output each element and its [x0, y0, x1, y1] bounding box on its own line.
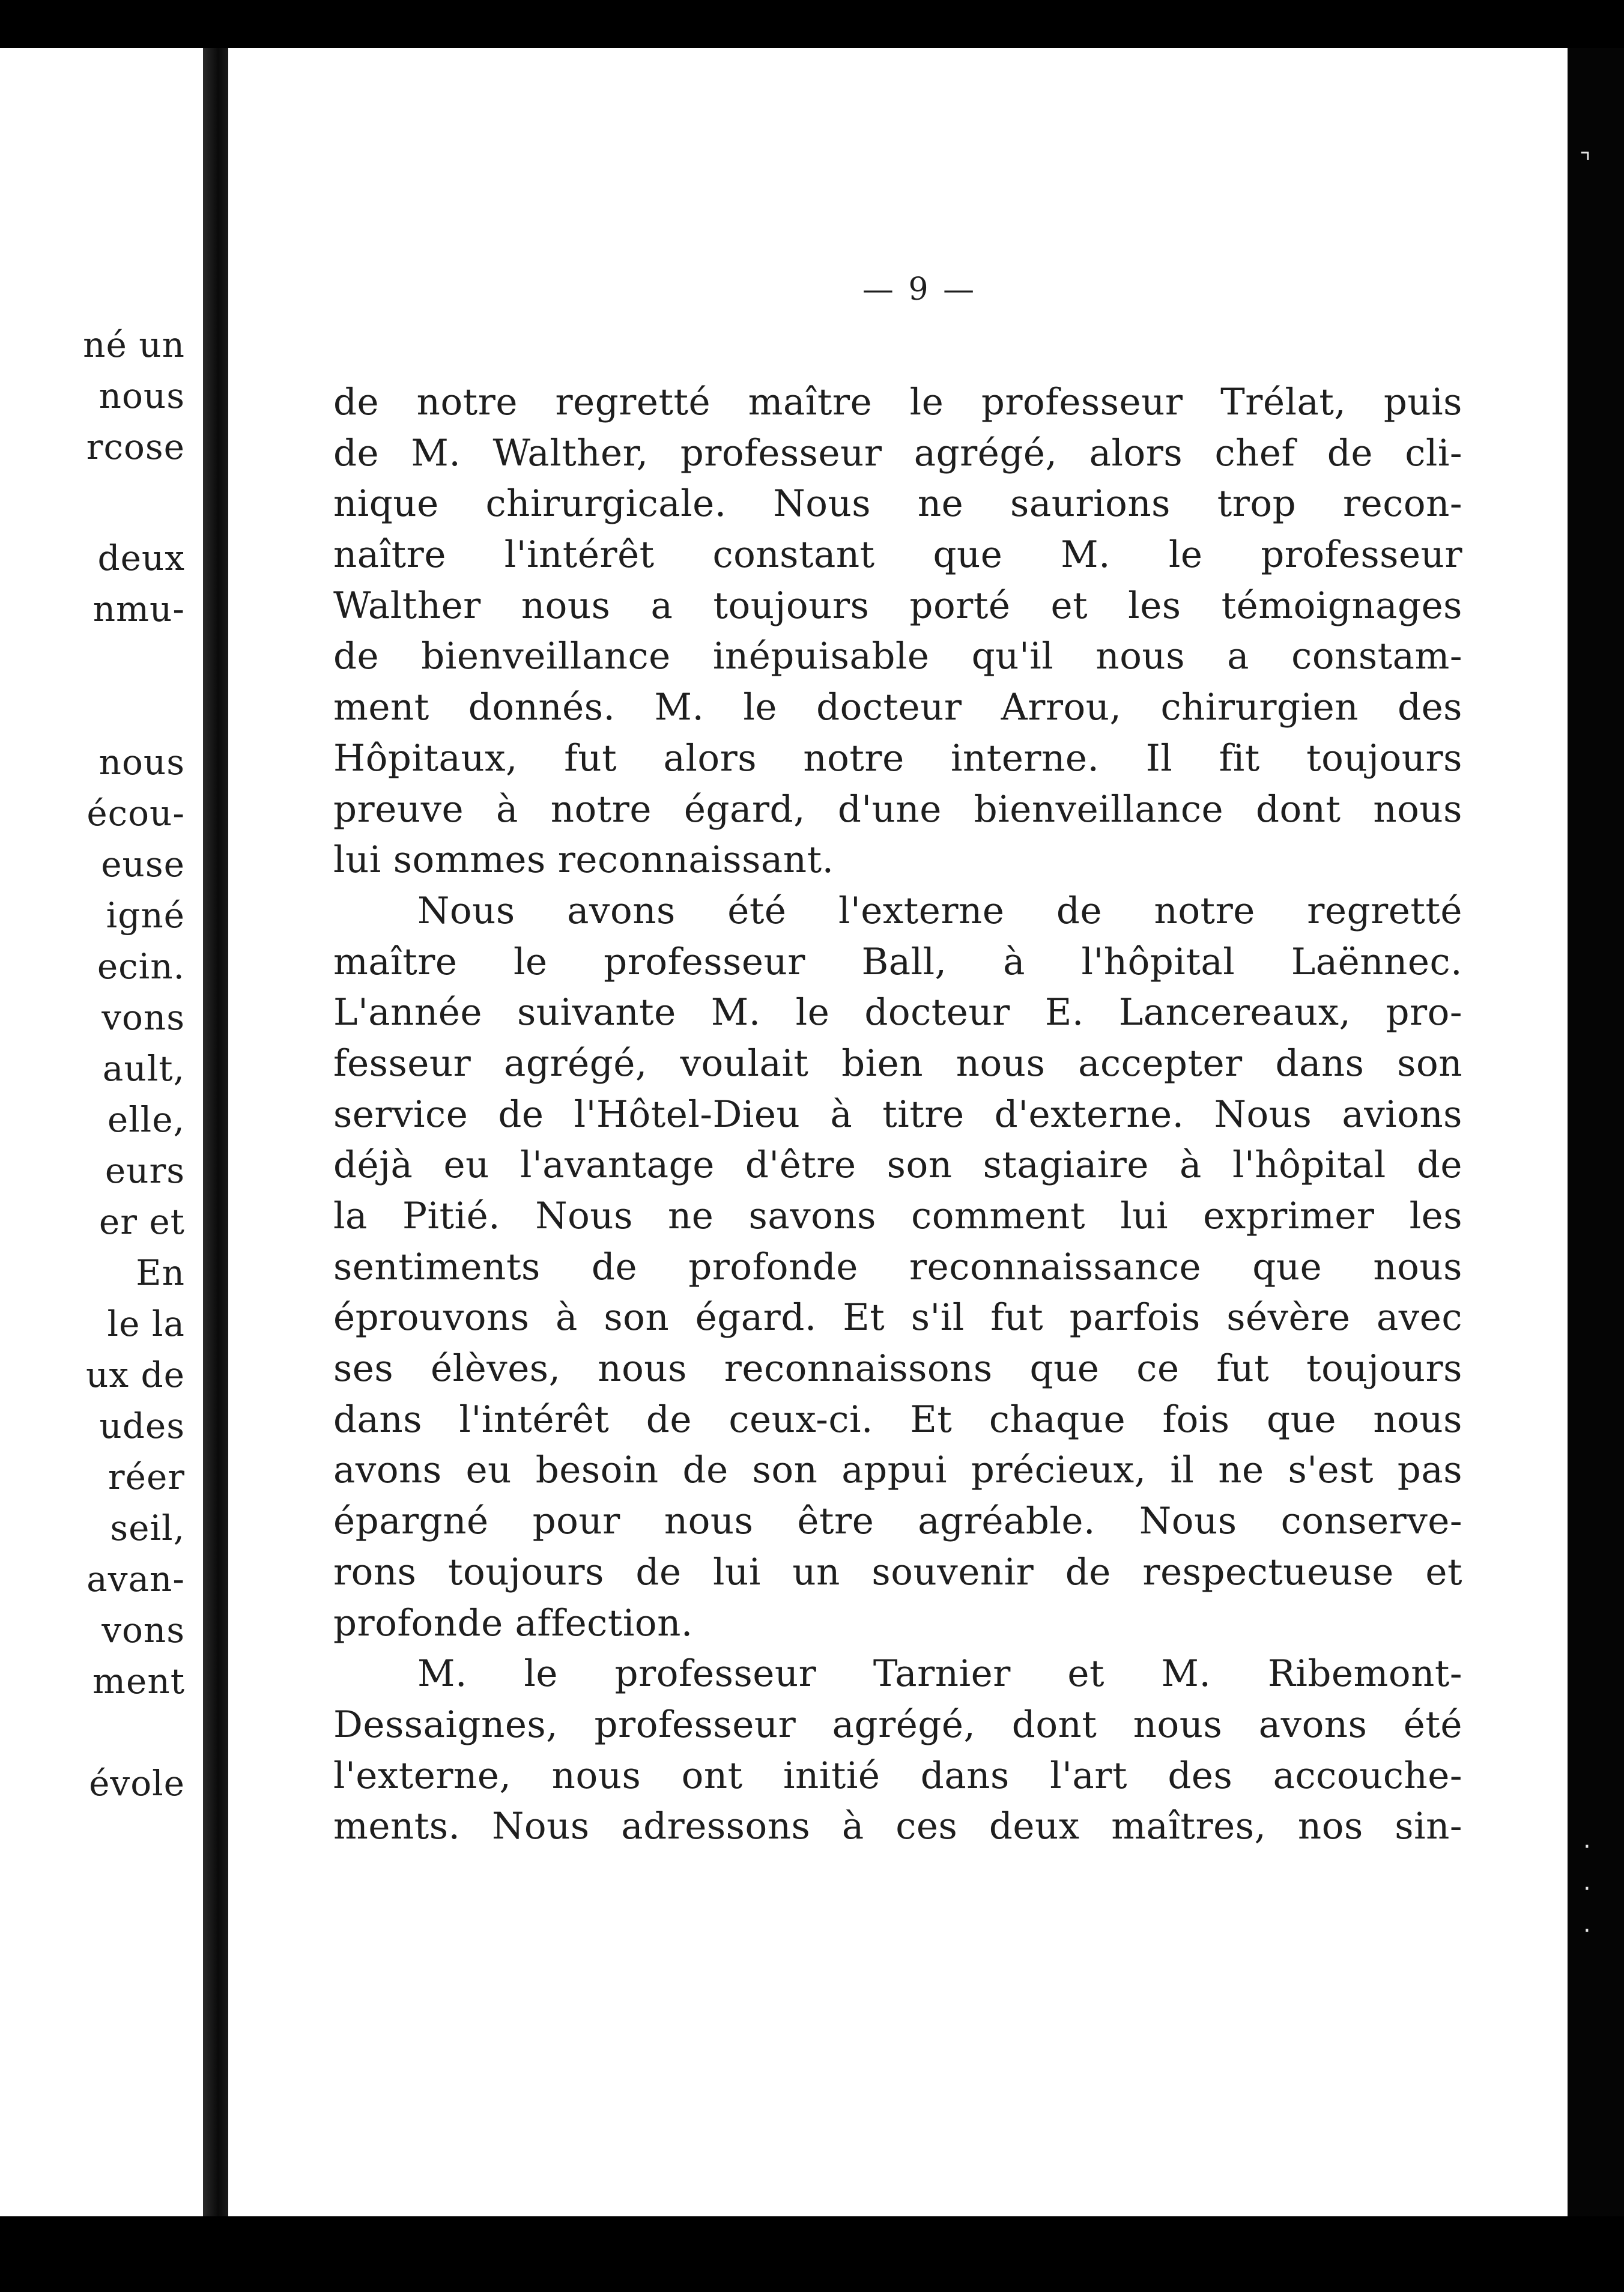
text-line: fesseur agrégé, voulait bien nous accepter dans son	[333, 1041, 1462, 1085]
text-line: de bienveillance inépuisable qu'il nous a constam-	[333, 635, 1462, 678]
text-line: M. le professeur Tarnier et M. Ribemont-	[417, 1652, 1462, 1696]
left-page-text-fragment: rcose	[86, 426, 185, 467]
body-text	[333, 377, 1462, 1852]
text-line: avons eu besoin de son appui précieux, il ne s'est pas	[333, 1449, 1462, 1492]
left-page-text-fragment: En	[136, 1252, 185, 1293]
text-line: l'externe, nous ont initié dans l'art des accouche-	[333, 1754, 1462, 1797]
text-line: preuve à notre égard, d'une bienveillance dont nous	[333, 787, 1462, 831]
left-page-text-fragment: avan-	[86, 1559, 185, 1599]
left-page-text-fragment: vons	[102, 1610, 185, 1651]
paragraph	[333, 377, 1462, 886]
left-page-text-fragment: le la	[107, 1303, 185, 1344]
left-page-text-fragment: deux	[97, 538, 185, 578]
text-line: Nous avons été l'externe de notre regretté	[417, 889, 1462, 932]
left-page-text-fragment: vons	[102, 997, 185, 1038]
left-page-text-fragment: nous	[98, 742, 185, 783]
left-page-text-fragment: ment	[92, 1661, 185, 1702]
text-line: épargné pour nous être agréable. Nous conserve-	[333, 1500, 1462, 1543]
edge-mark-icon: ·	[1583, 1833, 1591, 1861]
text-line: de M. Walther, professeur agrégé, alors chef de cli-	[333, 431, 1462, 474]
text-line: ment donnés. M. le docteur Arrou, chirurgien des	[333, 686, 1462, 729]
paragraph	[333, 1649, 1462, 1852]
left-page	[0, 48, 203, 2216]
text-line: lui sommes reconnaissant.	[333, 838, 834, 882]
left-page-text-fragment: ux de	[86, 1354, 185, 1395]
text-line: ses élèves, nous reconnaissons que ce fut toujours	[333, 1347, 1462, 1390]
left-page-text-fragment: elle,	[107, 1099, 185, 1140]
left-page-text-fragment: ault,	[102, 1048, 185, 1089]
book-gutter	[203, 48, 228, 2216]
left-page-text-fragment: udes	[99, 1405, 185, 1446]
paragraph	[333, 886, 1462, 1649]
edge-mark-icon: ·	[1583, 1875, 1591, 1903]
left-page-text-fragment: eurs	[105, 1150, 185, 1191]
left-page-text-fragment: er et	[98, 1201, 185, 1242]
text-line: de notre regretté maître le professeur Trélat, puis	[333, 381, 1462, 423]
text-line: la Pitié. Nous ne savons comment lui exprimer les	[333, 1195, 1462, 1237]
left-page-text-fragment: nmu-	[92, 589, 185, 629]
page-edge	[1568, 48, 1624, 2216]
left-page-text-fragment: né un	[83, 324, 185, 365]
text-line: dans l'intérêt de ceux-ci. Et chaque fois que nous	[333, 1398, 1462, 1441]
text-line: profonde affection.	[333, 1601, 693, 1645]
left-page-text-fragment: évole	[89, 1763, 185, 1804]
edge-mark-icon: ·	[1583, 1917, 1591, 1945]
text-line: éprouvons à son égard. Et s'il fut parfois sévère avec	[333, 1296, 1462, 1339]
text-line: Dessaignes, professeur agrégé, dont nous avons été	[333, 1703, 1462, 1746]
scan-border-bottom	[0, 2216, 1624, 2292]
edge-mark-icon: ⌝	[1580, 148, 1591, 176]
text-line: nique chirurgicale. Nous ne saurions trop recon-	[333, 482, 1462, 526]
page-number-text: — 9 —	[862, 271, 977, 308]
text-line: maître le professeur Ball, à l'hôpital Laënnec.	[333, 940, 1462, 983]
left-page-text-fragment: réer	[108, 1457, 185, 1497]
left-page-text-fragment: nous	[98, 375, 185, 416]
left-page-text-fragment: écou-	[86, 793, 185, 834]
left-page-text-fragment: seil,	[110, 1508, 185, 1548]
left-page-text-fragment: euse	[101, 844, 185, 885]
text-line: L'année suivante M. le docteur E. Lancereaux, pro-	[333, 991, 1462, 1034]
text-line: naître l'intérêt constant que M. le professeur	[333, 533, 1462, 577]
scan-border-top	[0, 0, 1624, 48]
page-number	[228, 271, 1568, 308]
text-line: ments. Nous adressons à ces deux maîtres, nos sin-	[333, 1805, 1462, 1848]
left-page-text-fragment: igné	[106, 895, 185, 936]
text-line: sentiments de profonde reconnaissance que nous	[333, 1245, 1462, 1288]
left-page-text-fragment: ecin.	[97, 946, 185, 987]
right-page	[228, 48, 1568, 2216]
text-line: Walther nous a toujours porté et les témoignages	[333, 584, 1462, 627]
text-line: Hôpitaux, fut alors notre interne. Il fit toujours	[333, 736, 1462, 780]
text-line: service de l'Hôtel-Dieu à titre d'externe. Nous avions	[333, 1093, 1462, 1136]
text-line: rons toujours de lui un souvenir de respectueuse et	[333, 1550, 1462, 1593]
text-line: déjà eu l'avantage d'être son stagiaire à l'hôpital de	[333, 1144, 1462, 1187]
